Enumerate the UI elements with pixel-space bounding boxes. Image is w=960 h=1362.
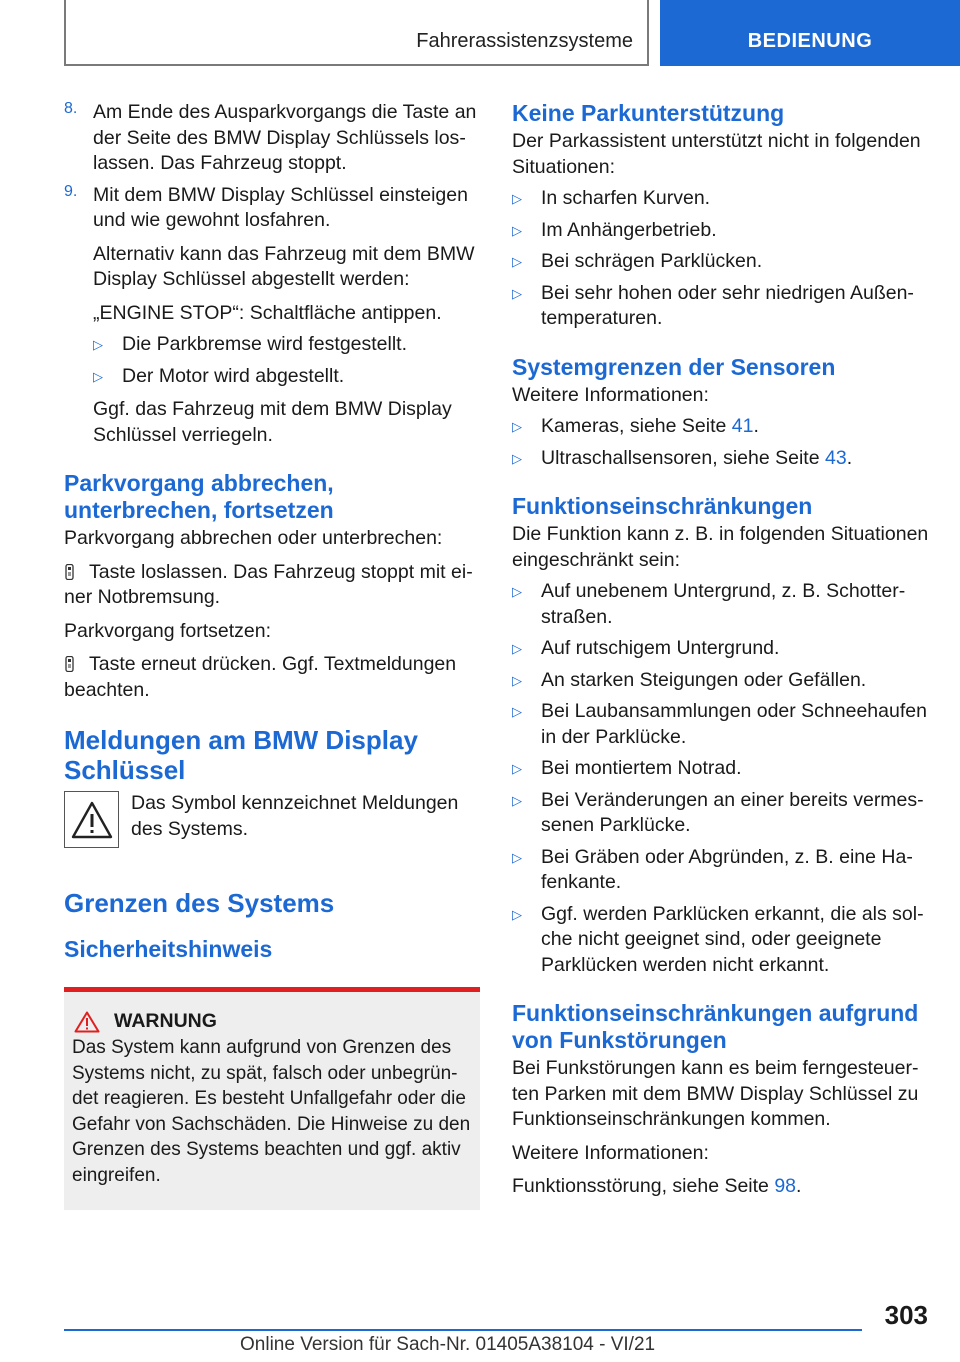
list-item [64, 364, 484, 390]
list-item [512, 281, 932, 332]
list-item [512, 699, 932, 750]
warning-triangle-icon [74, 1011, 100, 1033]
triangle-right-icon: ▷ [512, 419, 522, 434]
abort-intro: Parkvorgang abbrechen oder unterbrechen: [64, 527, 443, 549]
list-item-text: In scharfen Kurven. [541, 187, 711, 209]
page-link-98[interactable]: 98 [774, 1175, 797, 1197]
header-section-box [64, 0, 649, 66]
list-item-text: Die Parkbremse wird festgestellt. [122, 333, 408, 355]
heading-messages: Meldungen am BMW Display Schlüssel [64, 725, 418, 785]
left-column [64, 100, 484, 1210]
resume-text-para [64, 652, 484, 703]
right-column [512, 100, 932, 1200]
list-item-text: An starken Steigungen oder Gefällen. [541, 668, 867, 691]
heading-radio-interference: Funktionseinschränkungen aufgrund von Funkstörungen [512, 1000, 919, 1053]
triangle-right-icon: ▷ [512, 849, 522, 865]
lock-text: Ggf. das Fahrzeug mit dem BMW Display Schlüssel verriegeln. [93, 398, 452, 446]
function-limits-intro: Die Funktion kann z. B. in folgenden Situationen eingeschränkt sein: [512, 523, 929, 571]
ref-label: Ultraschallsensoren, siehe Seite [541, 446, 825, 469]
list-item [512, 186, 932, 212]
no-support-intro: Der Parkassistent unterstützt nicht in folgenden Situationen: [512, 130, 921, 178]
step-text: Am Ende des Ausparkvorgangs die Taste an der Seite des BMW Display Schlüssels loslassen. Das Fahrzeug stoppt. [93, 101, 477, 174]
abort-text-para [64, 560, 484, 611]
step-text: Mit dem BMW Display Schlüssel einsteigen und wie gewohnt losfahren. [93, 183, 468, 231]
ref-dot: . [846, 446, 853, 469]
ref-label: Kameras, siehe Seite [541, 415, 732, 437]
triangle-right-icon: ▷ [512, 285, 522, 301]
heading-limits: Grenzen des Systems [64, 888, 335, 918]
header-chapter-tab [660, 0, 960, 66]
list-item-text: Bei Gräben oder Abgründen, z. B. eine Hafenkante. [541, 845, 913, 893]
triangle-right-icon: ▷ [512, 254, 522, 269]
triangle-right-icon: ▷ [512, 761, 522, 776]
resume-intro: Parkvorgang fortsetzen: [64, 619, 272, 642]
page-link-41[interactable]: 41 [731, 415, 754, 437]
list-item-text: Bei Veränderungen an einer bereits vermessenen Parklücke. [541, 788, 924, 836]
list-item [512, 218, 932, 244]
message-symbol-box [64, 791, 119, 848]
list-item [512, 414, 932, 440]
triangle-right-icon: ▷ [512, 906, 522, 922]
ref-dot: . [796, 1175, 802, 1197]
resume-text: Taste erneut drücken. Ggf. Textmeldungen beachten. [64, 653, 457, 701]
warning-box [64, 987, 480, 1210]
radio-ref [512, 1174, 932, 1200]
footer-version-text: Online Version für Sach-Nr. 01405A38104 - VI/21 [240, 1334, 656, 1355]
warning-text: Das System kann aufgrund von Grenzen des Systems nicht, zu spät, falsch oder unbegründet reagieren. Es besteht Unfallgefahr oder die Gefahr von Sachschäden. Die Hinweise zu den Grenzen des Systems beachten und ggf. aktiv eingreifen. [72, 1037, 471, 1186]
messages-text: Das Symbol kennzeichnet Meldungen des Systems. [131, 792, 459, 840]
list-item [64, 332, 484, 358]
page-link-43[interactable]: 43 [824, 446, 847, 469]
warning-title-row [72, 1010, 472, 1033]
list-item [512, 249, 932, 275]
heading-abort: Parkvorgang abbrechen, unterbrechen, fortsetzen [64, 470, 334, 523]
step-number: 8. [64, 100, 78, 117]
list-item [512, 788, 932, 839]
list-item [512, 668, 932, 694]
list-item-text: Auf unebenem Untergrund, z. B. Schotterstraßen. [541, 580, 906, 628]
heading-sensors: Systemgrenzen der Sensoren [512, 353, 836, 380]
sensors-intro: Weitere Informationen: [512, 383, 709, 406]
step-number: 9. [64, 182, 78, 200]
list-item-text: Der Motor wird abgestellt. [122, 364, 345, 387]
message-symbol-row [64, 791, 484, 848]
list-item [512, 845, 932, 896]
radio-info: Weitere Informationen: [512, 1141, 709, 1164]
list-item-text: Auf rutschigem Untergrund. [541, 637, 780, 659]
triangle-right-icon: ▷ [93, 337, 103, 352]
triangle-right-icon: ▷ [512, 704, 522, 719]
list-item [512, 902, 932, 979]
list-item-text [541, 414, 759, 440]
heading-no-support: Keine Parkunterstützung [512, 100, 785, 126]
list-item-text: Bei Laubansammlungen oder Schneehaufen in der Parklücke. [541, 700, 927, 748]
warning-title: WARNUNG [114, 1010, 217, 1032]
step-8 [64, 100, 484, 177]
triangle-right-icon: ▷ [512, 222, 522, 238]
list-item [512, 756, 932, 782]
triangle-right-icon: ▷ [512, 584, 522, 599]
footer-divider [64, 1329, 862, 1331]
triangle-right-icon: ▷ [512, 792, 522, 808]
radio-text: Bei Funkstörungen kann es beim ferngesteuerten Parken mit dem BMW Display Schlüssel zu Funktionseinschränkungen kommen. [512, 1057, 919, 1130]
triangle-right-icon: ▷ [93, 368, 103, 384]
list-item-text [541, 446, 852, 472]
header-section-title: Fahrerassistenzsysteme [416, 30, 633, 52]
heading-function-limits: Funktionseinschränkungen [512, 493, 813, 519]
list-item-text: Ggf. werden Parklücken erkannt, die als solche nicht geeignet sind, oder geeignete Parklücken werden nicht erkannt. [541, 902, 924, 976]
header-chapter-title: BEDIENUNG [747, 30, 873, 52]
list-item [512, 446, 932, 472]
list-item [512, 579, 932, 630]
triangle-right-icon: ▷ [512, 450, 522, 466]
step-9 [64, 183, 484, 234]
ref-label: Funktionsstörung, siehe Seite [512, 1175, 775, 1197]
triangle-right-icon: ▷ [512, 672, 522, 688]
abort-text: Taste loslassen. Das Fahrzeug stoppt mit einer Notbremsung. [64, 560, 473, 608]
key-icon [64, 656, 75, 672]
list-item-text: Bei montiertem Notrad. [541, 757, 742, 779]
alt-text: Alternativ kann das Fahrzeug mit dem BMW Display Schlüssel abgestellt werden: [93, 242, 475, 290]
list-item-text: Im Anhängerbetrieb. [541, 218, 717, 241]
page-number: 303 [884, 1300, 928, 1330]
ref-dot: . [753, 415, 759, 437]
key-icon [64, 564, 75, 580]
triangle-right-icon: ▷ [512, 641, 522, 656]
triangle-right-icon: ▷ [512, 191, 522, 206]
engine-stop-text: „ENGINE STOP“: Schaltfläche antippen. [93, 301, 442, 324]
list-item [512, 636, 932, 662]
heading-safety: Sicherheitshinweis [64, 936, 273, 962]
list-item-text: Bei sehr hohen oder sehr niedrigen Außentemperaturen. [541, 281, 914, 329]
warning-triangle-icon [70, 800, 114, 840]
list-item-text: Bei schrägen Parklücken. [541, 250, 763, 272]
